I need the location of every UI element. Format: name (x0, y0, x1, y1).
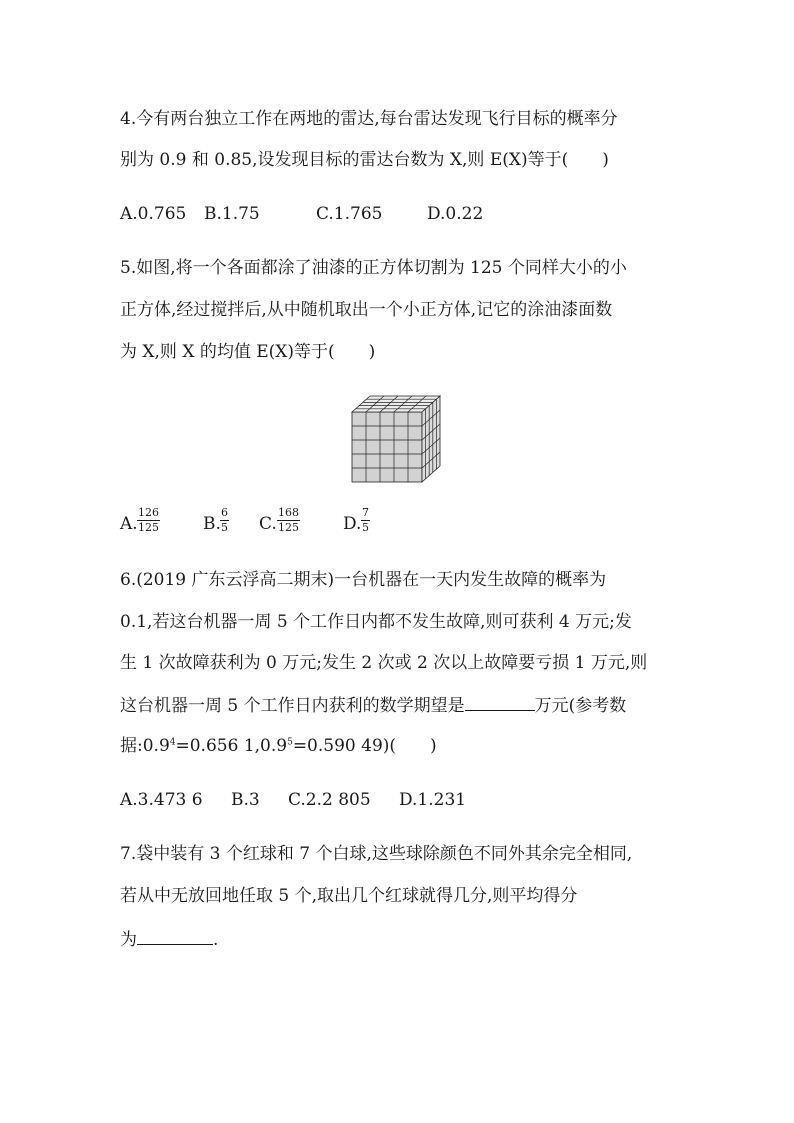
q5-choice-c-denominator: 125 (278, 521, 299, 534)
q6-line-1: 6.(2019 广东云浮高二期末)一台机器在一天内发生故障的概率为 (120, 570, 607, 590)
q4-choice-d: D.0.22 (427, 204, 484, 224)
q6-choice-b: B.3 (231, 790, 260, 810)
q4-choice-a: A.0.765 (120, 204, 187, 224)
q5-choice-b-denominator: 5 (221, 521, 228, 534)
q7-line-3-text-b: . (213, 930, 219, 950)
q6-choice-c: C.2.2 805 (288, 790, 371, 810)
q5-line-3: 为 X,则 X 的均值 E(X)等于( ) (120, 342, 376, 362)
q5-choice-d-denominator: 5 (362, 521, 369, 534)
q4-line-1: 4.今有两台独立工作在两地的雷达,每台雷达发现飞行目标的概率分 (120, 109, 618, 129)
q5-line-1: 5.如图,将一个各面都涂了油漆的正方体切割为 125 个同样大小的小 (120, 258, 627, 278)
q6-answer-blank[interactable] (465, 693, 535, 711)
q7-line-1: 7.袋中装有 3 个红球和 7 个白球,这些球除颜色不同外其余完全相同, (120, 844, 633, 864)
q6-line-5-exponent-1: 4 (169, 737, 176, 748)
q7-line-2: 若从中无放回地任取 5 个,取出几个红球就得几分,则平均得分 (120, 886, 578, 906)
q6-line-5-text-a: 据:0.9 (120, 736, 170, 756)
q5-choice-a-fraction (137, 507, 160, 534)
q6-line-5-text-b: =0.656 1,0.9 (175, 736, 288, 756)
q6-line-2: 0.1,若这台机器一周 5 个工作日内都不发生故障,则可获利 4 万元;发 (120, 612, 632, 632)
q6-line-5 (120, 735, 437, 757)
q5-choice-d-fraction (361, 507, 370, 534)
cube-figure (348, 393, 443, 485)
q6-line-5-exponent-2: 5 (287, 737, 293, 748)
q6-choice-d: D.1.231 (399, 790, 467, 810)
q6-line-4-text-b: 万元(参考数 (534, 696, 627, 716)
q5-choice-b-fraction (220, 507, 229, 534)
q7-answer-blank[interactable] (137, 927, 213, 945)
q6-choice-a: A.3.473 6 (120, 790, 203, 810)
q5-choice-a-numerator: 126 (138, 506, 159, 519)
q6-line-4 (120, 693, 626, 717)
q5-choice-c-numerator: 168 (278, 506, 299, 519)
q5-choice-c-label: C. (259, 514, 277, 534)
q5-choice-c-fraction (277, 507, 300, 534)
q7-line-3 (120, 927, 218, 951)
q4-line-2: 别为 0.9 和 0.85,设发现目标的雷达台数为 X,则 E(X)等于( ) (120, 150, 609, 170)
q5-line-2: 正方体,经过搅拌后,从中随机取出一个小正方体,记它的涂油漆面数 (120, 300, 613, 320)
q5-choice-d-numerator: 7 (362, 506, 369, 519)
q6-line-3: 生 1 次故障获利为 0 万元;发生 2 次或 2 次以上故障要亏损 1 万元,则 (120, 653, 648, 673)
q6-line-4-text-a: 这台机器一周 5 个工作日内获利的数学期望是 (120, 696, 465, 716)
q5-choice-b-label: B. (203, 514, 221, 534)
q4-choice-c: C.1.765 (316, 204, 383, 224)
q4-choice-b: B.1.75 (204, 204, 260, 224)
q6-line-5-text-c: =0.590 49)( ) (292, 736, 437, 756)
q5-choice-a-denominator: 125 (138, 521, 159, 534)
q5-choice-b-numerator: 6 (221, 506, 228, 519)
q5-choice-d-label: D. (343, 514, 362, 534)
q5-choice-a-label: A. (120, 514, 138, 534)
q7-line-3-text-a: 为 (120, 930, 137, 950)
